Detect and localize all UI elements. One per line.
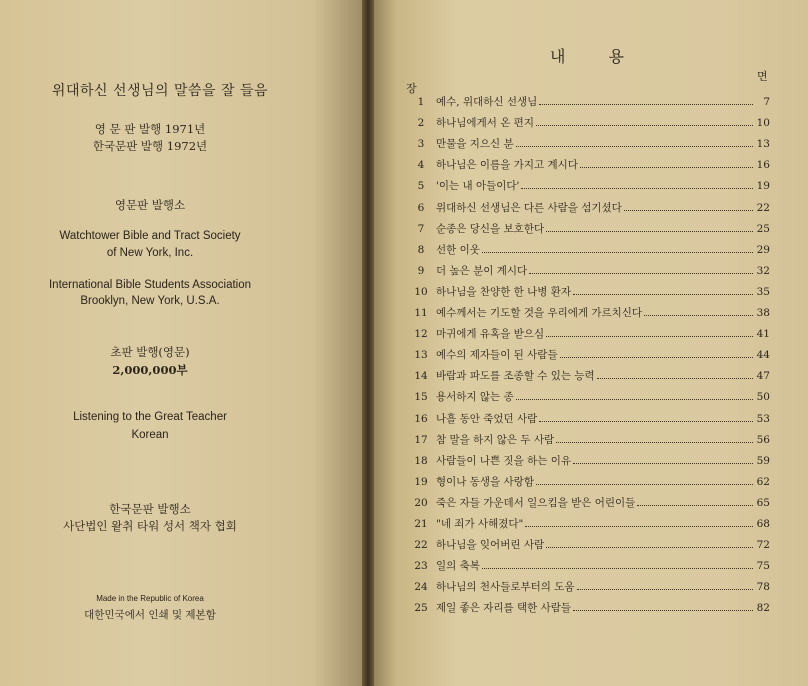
toc-entry-number: 20 (414, 496, 428, 509)
toc-entry-title: 만물을 지으신 분 (436, 138, 514, 151)
toc-entry-title: 용서하지 않는 종 (436, 391, 514, 404)
toc-entry-page: 35 (756, 285, 770, 298)
toc-entry-title: 예수, 위대하신 선생님 (436, 96, 538, 108)
toc-entry-number: 17 (414, 433, 428, 446)
toc-entry-number: 5 (417, 180, 425, 193)
toc-entry-number: 10 (414, 285, 428, 298)
toc-entry-page: 62 (756, 475, 770, 488)
toc-leader-dots (536, 484, 753, 485)
toc-leader-dots (539, 421, 753, 422)
toc-entry (410, 537, 770, 555)
korean-publisher: 사단법인 왙취 타워 성서 책자 협회 (63, 519, 237, 533)
toc-entry-number: 11 (414, 307, 428, 319)
toc-leader-dots (580, 167, 753, 168)
chapter-column-header: 장 (406, 82, 417, 95)
toc-leader-dots (539, 104, 753, 105)
page-column-header: 면 (757, 70, 768, 83)
edition-korean: 한국문판 발행 1972년 (92, 139, 208, 153)
toc-entry-number: 12 (414, 328, 428, 341)
toc-entry-title: 하나님을 찬양한 한 나병 환자 (436, 285, 572, 298)
toc-entry (410, 284, 770, 302)
toc-entry-title: 위대하신 선생님은 다른 사람을 섬기셨다 (436, 201, 622, 214)
toc-leader-dots (644, 315, 753, 316)
toc-leader-dots (516, 399, 753, 400)
toc-entry-number: 8 (417, 243, 425, 256)
toc-entry (410, 305, 770, 323)
toc-entry (410, 347, 770, 365)
toc-entry-number: 4 (417, 159, 425, 172)
toc-leader-dots (546, 231, 753, 232)
toc-entry-number: 3 (417, 138, 425, 151)
toc-entry-number: 15 (414, 391, 428, 404)
book-title: 위대하신 선생님의 말씀을 잘 들음 (51, 83, 269, 99)
toc-entry-number: 1 (417, 96, 425, 108)
toc-entry-page: 72 (756, 539, 770, 552)
toc-entry-number: 18 (414, 454, 428, 467)
toc-entry (410, 136, 770, 154)
toc-entry-title: 참 말을 하지 않은 두 사람 (436, 433, 555, 446)
toc-leader-dots (482, 568, 753, 569)
first-print-label: 초판 발행(영문) (110, 345, 190, 359)
toc-entry (410, 389, 770, 407)
toc-entry-title: "네 죄가 사해졌다" (436, 518, 524, 530)
toc-entry (410, 495, 770, 513)
toc-leader-dots (637, 505, 753, 506)
edition-english: 영 문 판 발행 1971년 (94, 122, 206, 136)
toc-entry-number: 25 (414, 602, 428, 615)
language-label: Korean (131, 429, 169, 441)
toc-entry-number: 16 (414, 412, 428, 425)
toc-entry-title: 바람과 파도를 조종할 수 있는 능력 (436, 370, 595, 383)
toc-entry-number: 14 (414, 370, 428, 383)
toc-entry-page: 47 (756, 370, 770, 383)
toc-entry (410, 368, 770, 386)
toc-leader-dots (556, 442, 753, 443)
toc-entry-page: 19 (756, 180, 770, 193)
toc-entry (410, 453, 770, 471)
toc-entry-page: 59 (756, 454, 770, 467)
publisher-line-2: of New York, Inc. (106, 247, 194, 259)
toc-entry-title: 나흘 동안 죽었던 사람 (436, 412, 538, 425)
toc-entry-page: 29 (756, 243, 770, 256)
toc-leader-dots (536, 125, 753, 126)
toc-entry-title: 하나님을 잊어버린 사람 (436, 539, 545, 552)
toc-entry (410, 178, 770, 196)
toc-entry-page: 10 (756, 117, 770, 130)
toc-entry-title: 예수께서는 기도할 것을 우리에게 가르치신다 (436, 307, 643, 319)
toc-entry-number: 7 (417, 222, 425, 235)
toc-entry-page: 75 (756, 560, 770, 573)
toc-entry (410, 263, 770, 281)
toc-entry-title: 마귀에게 유혹을 받으심 (436, 328, 545, 341)
toc-entry (410, 516, 770, 534)
toc-entry-page: 78 (756, 581, 770, 594)
toc-leader-dots (516, 146, 753, 147)
toc-leader-dots (521, 188, 753, 189)
toc-entry (410, 411, 770, 429)
toc-entry-title: 순종은 당신을 보호한다 (436, 222, 545, 235)
korean-publisher-heading: 한국문판 발행소 (109, 502, 191, 516)
toc-entry-number: 13 (414, 349, 428, 362)
toc-entry-page: 65 (756, 496, 770, 509)
toc-leader-dots (573, 294, 753, 295)
toc-leader-dots (482, 252, 753, 253)
toc-entry-number: 2 (417, 117, 425, 130)
first-print-count: 2,000,000부 (112, 363, 188, 377)
toc-leader-dots (546, 336, 753, 337)
toc-leader-dots (529, 273, 753, 274)
toc-entry-page: 16 (756, 159, 770, 172)
toc-leader-dots (573, 610, 753, 611)
toc-entry (410, 579, 770, 597)
toc-entry-number: 24 (414, 581, 428, 594)
toc-entry-page: 56 (756, 433, 770, 446)
toc-leader-dots (577, 589, 753, 590)
toc-entry (410, 326, 770, 344)
toc-entry-number: 19 (414, 475, 428, 488)
toc-leader-dots (624, 210, 753, 211)
toc-leader-dots (560, 357, 753, 358)
toc-entry-page: 44 (756, 349, 770, 362)
toc-entry-title: '이는 내 아들이다' (436, 180, 520, 193)
toc-entry-title: 죽은 자들 가운데서 일으킴을 받은 어린이들 (436, 496, 636, 509)
toc-entry-page: 38 (756, 307, 770, 319)
toc-leader-dots (573, 463, 753, 464)
toc-entry-page: 68 (756, 518, 770, 530)
toc-entry-title: 하나님의 천사들로부터의 도움 (436, 581, 575, 594)
toc-entry-title: 일의 축복 (436, 560, 480, 573)
toc-entry-page: 41 (756, 328, 770, 341)
made-in-label: Made in the Republic of Korea (96, 594, 204, 603)
toc-entry-page: 82 (756, 602, 770, 615)
toc-entry-page: 22 (756, 201, 770, 214)
toc-entry-title: 제일 좋은 자리를 택한 사람들 (436, 602, 572, 615)
printed-in-label: 대한민국에서 인쇄 및 제본함 (84, 609, 216, 621)
toc-entry (410, 600, 770, 618)
toc-entry-title: 더 높은 분이 계시다 (436, 264, 528, 277)
toc-entry (410, 474, 770, 492)
toc-entry-number: 22 (414, 539, 428, 552)
publisher-line-1: Watchtower Bible and Tract Society (59, 230, 241, 242)
toc-entry (410, 157, 770, 175)
toc-entry-number: 9 (417, 264, 425, 277)
toc-entry (410, 558, 770, 576)
toc-entry-title: 사람들이 나쁜 짓을 하는 이유 (436, 454, 572, 467)
association-line-1: International Bible Students Association (48, 279, 252, 291)
toc-entry (410, 200, 770, 218)
original-title: Listening to the Great Teacher (73, 411, 227, 423)
toc-entry-title: 예수의 제자들이 된 사람들 (436, 349, 558, 362)
toc-entry (410, 242, 770, 260)
toc-title: 내 용 (550, 47, 624, 66)
toc-leader-dots (597, 378, 753, 379)
toc-leader-dots (546, 547, 753, 548)
toc-leader-dots (525, 526, 753, 527)
toc-entry-number: 21 (414, 518, 428, 530)
toc-entry-title: 하나님은 이름을 가지고 계시다 (436, 159, 578, 172)
toc-entry-title: 하나님에게서 온 편지 (436, 117, 534, 130)
toc-entry-page: 13 (756, 138, 770, 151)
toc-entry-number: 6 (417, 201, 425, 214)
toc-entry-page: 53 (756, 412, 770, 425)
toc-entry (410, 115, 770, 133)
association-line-2: Brooklyn, New York, U.S.A. (80, 295, 220, 307)
toc-entry-page: 50 (756, 391, 770, 404)
toc-entry-number: 23 (414, 560, 428, 573)
toc-entry (410, 432, 770, 450)
book-gutter (362, 0, 374, 686)
left-page (0, 0, 366, 686)
toc-entry (410, 94, 770, 112)
toc-entry-page: 25 (756, 222, 770, 235)
toc-entry-page: 32 (756, 264, 770, 277)
toc-entry-title: 형이나 동생을 사랑함 (436, 475, 534, 488)
toc-entry-page: 7 (763, 96, 770, 108)
toc-entry (410, 221, 770, 239)
english-publisher-heading: 영문판 발행소 (114, 198, 186, 212)
toc-entry-title: 선한 이웃 (436, 243, 480, 256)
